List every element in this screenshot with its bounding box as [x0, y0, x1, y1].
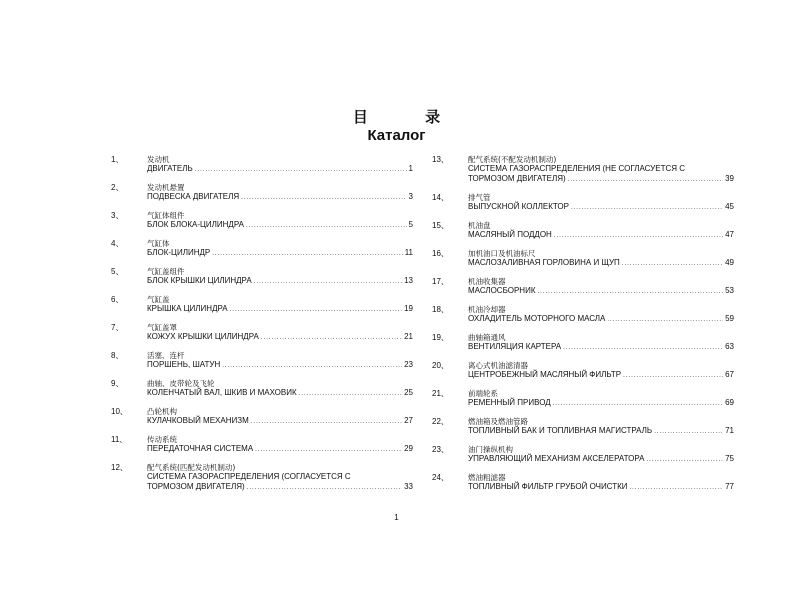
dot-leader	[222, 361, 402, 371]
entry-title-chinese: 排气管	[468, 193, 491, 202]
entry-title-russian: КРЫШКА ЦИЛИНДРА	[147, 304, 228, 313]
entry-number: 24、	[432, 473, 449, 482]
entry-title-line	[468, 174, 734, 185]
entry-number: 6、	[111, 295, 124, 304]
entry-title-chinese: 气缸体	[147, 239, 170, 248]
dot-leader	[251, 417, 402, 427]
entry-number: 1、	[111, 155, 124, 164]
entry-number: 4、	[111, 239, 124, 248]
entry-title-chinese: 油门操纵机构	[468, 445, 513, 454]
entry-russian-block	[468, 342, 734, 353]
entry-russian-block	[147, 444, 413, 455]
entry-title-line	[147, 248, 413, 259]
entry-title-line	[147, 388, 413, 399]
dot-leader	[241, 193, 406, 203]
entry-page-number: 39	[725, 174, 734, 183]
entry-title-chinese: 曲轴、皮带轮及飞轮	[147, 379, 215, 388]
entry-title-line	[468, 314, 734, 325]
entry-title-russian: УПРАВЛЯЮЩИЙ МЕХАНИЗМ АКСЕЛЕРАТОРА	[468, 454, 645, 463]
entry-number: 17、	[432, 277, 449, 286]
entry-title-chinese: 加机油口及机油标尺	[468, 249, 536, 258]
entry-russian-block	[147, 416, 413, 427]
entry-title-russian: ПОДВЕСКА ДВИГАТЕЛЯ	[147, 192, 240, 201]
dot-leader	[261, 333, 402, 343]
entry-title-chinese: 机油冷却器	[468, 305, 506, 314]
entry-page-number: 23	[404, 360, 413, 369]
entry-page-number: 5	[408, 220, 413, 229]
entry-page-number: 25	[404, 388, 413, 397]
entry-title-russian: МАСЛОСБОРНИК	[468, 286, 536, 295]
entry-number: 19、	[432, 333, 449, 342]
dot-leader	[568, 175, 723, 185]
dot-leader	[212, 249, 402, 259]
entry-page-number: 3	[408, 192, 413, 201]
entry-russian-block	[468, 398, 734, 409]
entry-title-russian: БЛОК БЛОКА-ЦИЛИНДРА	[147, 220, 244, 229]
entry-title-line	[468, 286, 734, 297]
entry-title-chinese: 机油盘	[468, 221, 491, 230]
entry-russian-block	[468, 258, 734, 269]
entry-title-chinese: 曲轴箱通风	[468, 333, 506, 342]
entry-title-russian: ТОРМОЗОМ ДВИГАТЕЛЯ)	[147, 482, 245, 491]
entry-title-chinese: 前端轮系	[468, 389, 498, 398]
entry-number: 11、	[111, 435, 128, 444]
entry-page-number: 59	[725, 314, 734, 323]
dot-leader	[571, 203, 723, 213]
entry-title-russian: ВЫПУСКНОЙ КОЛЛЕКТОР	[468, 202, 569, 211]
entry-page-number: 33	[404, 482, 413, 491]
entry-title-russian: ОХЛАДИТЕЛЬ МОТОРНОГО МАСЛА	[468, 314, 606, 323]
entry-russian-block	[468, 230, 734, 241]
entry-page-number: 21	[404, 332, 413, 341]
entry-number: 5、	[111, 267, 124, 276]
entry-title-chinese: 气缸盖罩	[147, 323, 177, 332]
entry-title-line	[147, 276, 413, 287]
entry-russian-block	[147, 248, 413, 259]
dot-leader	[622, 259, 723, 269]
entry-number: 13、	[432, 155, 449, 164]
dot-leader	[195, 165, 407, 175]
entry-title-russian: РЕМЕННЫЙ ПРИВОД	[468, 398, 551, 407]
entry-russian-block	[468, 454, 734, 465]
entry-title-russian: БЛОК КРЫШКИ ЦИЛИНДРА	[147, 276, 252, 285]
entry-russian-block	[147, 388, 413, 399]
entry-title-chinese: 机油收集器	[468, 277, 506, 286]
entry-russian-block	[468, 164, 734, 185]
entry-russian-block	[147, 164, 413, 175]
entry-title-russian: МАСЛЯНЫЙ ПОДДОН	[468, 230, 552, 239]
entry-russian-block	[147, 276, 413, 287]
entry-page-number: 71	[725, 426, 734, 435]
entry-title-russian: ТОРМОЗОМ ДВИГАТЕЛЯ)	[468, 174, 566, 183]
entry-page-number: 63	[725, 342, 734, 351]
entry-title-chinese: 发动机	[147, 155, 170, 164]
entry-title-line	[147, 416, 413, 427]
entry-russian-block	[468, 202, 734, 213]
entry-title-line	[468, 398, 734, 409]
entry-title-line	[147, 220, 413, 231]
entry-number: 20、	[432, 361, 449, 370]
entry-number: 12、	[111, 463, 128, 472]
entry-number: 23、	[432, 445, 449, 454]
entry-title-chinese: 配气系统(不配发动机制动)	[468, 155, 557, 164]
entry-page-number: 75	[725, 454, 734, 463]
entry-page-number: 47	[725, 230, 734, 239]
entry-title-chinese: 活塞、连杆	[147, 351, 185, 360]
entry-russian-block	[468, 482, 734, 493]
entry-number: 16、	[432, 249, 449, 258]
entry-number: 7、	[111, 323, 124, 332]
entry-title-russian: ДВИГАТЕЛЬ	[147, 164, 193, 173]
page-title-russian: Каталог	[367, 127, 426, 144]
entry-number: 14、	[432, 193, 449, 202]
dot-leader	[554, 231, 723, 241]
entry-russian-block	[468, 426, 734, 437]
entry-title-line	[147, 444, 413, 455]
dot-leader	[607, 315, 723, 325]
entry-page-number: 49	[725, 258, 734, 267]
entry-title-chinese: 配气系统(匹配发动机制动)	[147, 463, 236, 472]
entry-title-russian: ПОРШЕНЬ, ШАТУН	[147, 360, 221, 369]
entry-number: 21、	[432, 389, 449, 398]
entry-number: 2、	[111, 183, 124, 192]
entry-russian-block	[147, 304, 413, 315]
entry-title-line	[147, 304, 413, 315]
dot-leader	[630, 483, 724, 493]
entry-title-line	[468, 454, 734, 465]
entry-page-number: 19	[404, 304, 413, 313]
entry-number: 9、	[111, 379, 124, 388]
entry-title-line	[468, 230, 734, 241]
entry-title-line	[468, 202, 734, 213]
dot-leader	[623, 371, 723, 381]
page-number: 1	[394, 513, 399, 522]
dot-leader	[230, 305, 402, 315]
entry-title-russian: КОЖУХ КРЫШКИ ЦИЛИНДРА	[147, 332, 259, 341]
dot-leader	[255, 445, 402, 455]
entry-number: 10、	[111, 407, 128, 416]
entry-title-chinese: 燃油粗滤器	[468, 473, 506, 482]
entry-title-line	[147, 164, 413, 175]
dot-leader	[563, 343, 723, 353]
entry-title-chinese: 气缸盖组件	[147, 267, 185, 276]
entry-title-chinese: 发动机悬置	[147, 183, 185, 192]
entry-number: 3、	[111, 211, 124, 220]
entry-title-russian: ЦЕНТРОБЕЖНЫЙ МАСЛЯНЫЙ ФИЛЬТР	[468, 370, 622, 379]
dot-leader	[553, 399, 723, 409]
entry-title-chinese: 气缸体组件	[147, 211, 185, 220]
dot-leader	[299, 389, 402, 399]
dot-leader	[247, 483, 402, 493]
entry-russian-block	[147, 472, 413, 493]
entry-title-line	[468, 482, 734, 493]
entry-number: 8、	[111, 351, 124, 360]
entry-russian-block	[147, 192, 413, 203]
entry-title-russian-line: СИСТЕМА ГАЗОРАСПРЕДЕЛЕНИЯ (СОГЛАСУЕТСЯ С	[147, 472, 351, 481]
entry-page-number: 1	[408, 164, 413, 173]
entry-title-russian: БЛОК-ЦИЛИНДР	[147, 248, 211, 257]
entry-page-number: 67	[725, 370, 734, 379]
entry-russian-block	[468, 370, 734, 381]
entry-title-russian: ПЕРЕДАТОЧНАЯ СИСТЕМА	[147, 444, 254, 453]
page-title-chinese: 目 录	[352, 108, 467, 126]
entry-page-number: 11	[404, 248, 413, 257]
entry-russian-block	[147, 332, 413, 343]
dot-leader	[654, 427, 723, 437]
entry-title-chinese: 燃油箱及燃油管路	[468, 417, 528, 426]
entry-page-number: 69	[725, 398, 734, 407]
dot-leader	[246, 221, 407, 231]
entry-page-number: 27	[404, 416, 413, 425]
entry-title-line	[468, 426, 734, 437]
entry-title-chinese: 离心式机油滤清器	[468, 361, 528, 370]
entry-russian-block	[147, 360, 413, 371]
entry-title-line	[147, 332, 413, 343]
entry-russian-block	[468, 286, 734, 297]
entry-title-russian: КОЛЕНЧАТЫЙ ВАЛ, ШКИВ И МАХОВИК	[147, 388, 297, 397]
entry-title-russian: ТОПЛИВНЫЙ БАК И ТОПЛИВНАЯ МАГИСТРАЛЬ	[468, 426, 653, 435]
entry-title-chinese: 气缸盖	[147, 295, 170, 304]
entry-page-number: 53	[725, 286, 734, 295]
entry-title-line	[147, 360, 413, 371]
entry-title-line	[468, 370, 734, 381]
entry-russian-block	[147, 220, 413, 231]
entry-number: 18、	[432, 305, 449, 314]
entry-title-russian: ВЕНТИЛЯЦИЯ КАРТЕРА	[468, 342, 562, 351]
entry-page-number: 77	[725, 482, 734, 491]
entry-title-line	[468, 342, 734, 353]
entry-title-russian-line: СИСТЕМА ГАЗОРАСПРЕДЕЛЕНИЯ (НЕ СОГЛАСУЕТСЯ С	[468, 164, 686, 173]
entry-title-russian: МАСЛОЗАЛИВНАЯ ГОРЛОВИНА И ЩУП	[468, 258, 620, 267]
entry-page-number: 29	[404, 444, 413, 453]
entry-page-number: 45	[725, 202, 734, 211]
entry-title-line	[147, 482, 413, 493]
entry-title-russian: ТОПЛИВНЫЙ ФИЛЬТР ГРУБОЙ ОЧИСТКИ	[468, 482, 628, 491]
entry-title-chinese: 传动系统	[147, 435, 177, 444]
entry-number: 22、	[432, 417, 449, 426]
entry-page-number: 13	[404, 276, 413, 285]
entry-title-russian: КУЛАЧКОВЫЙ МЕХАНИЗМ	[147, 416, 249, 425]
entry-russian-block	[468, 314, 734, 325]
entry-number: 15、	[432, 221, 449, 230]
dot-leader	[254, 277, 402, 287]
entry-title-chinese: 凸轮机构	[147, 407, 177, 416]
entry-title-line	[147, 192, 413, 203]
entry-title-line	[468, 258, 734, 269]
dot-leader	[646, 455, 723, 465]
dot-leader	[538, 287, 724, 297]
